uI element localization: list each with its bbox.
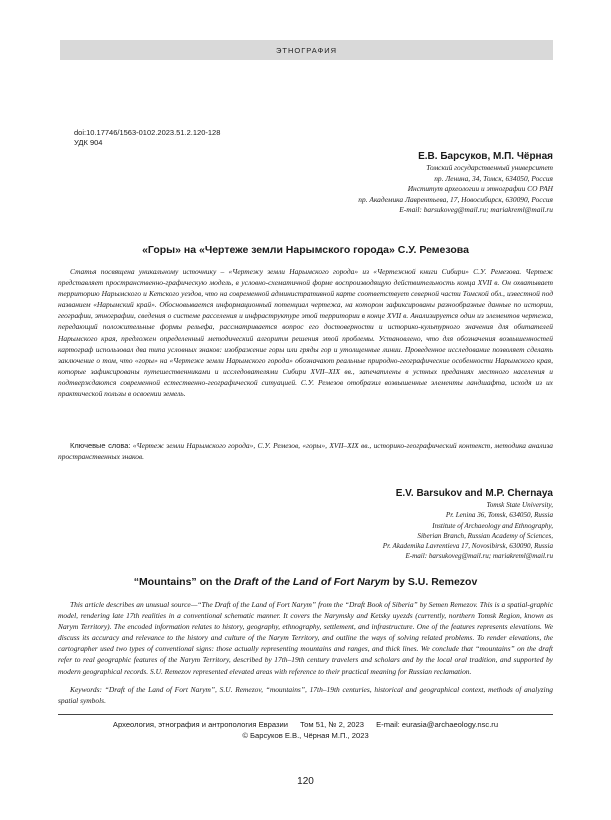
authors-block-ru	[358, 150, 553, 216]
article-title-ru: «Горы» на «Чертеже земли Нарымского города» С.У. Ремезова	[142, 244, 469, 256]
keywords-en	[58, 684, 553, 706]
authors-block-en	[383, 487, 553, 562]
affiliation-line: Pr. Lenina 36, Tomsk, 634050, Russia	[445, 511, 553, 520]
affiliation-line: пр. Ленина, 34, Томск, 634050, Россия	[434, 173, 553, 183]
journal-volume: Том 51, № 2, 2023	[300, 720, 364, 729]
affiliation-line: Tomsk State University,	[486, 501, 553, 509]
affiliation-line: пр. Академика Лаврентьева, 17, Новосибирск, 630090, Россия	[358, 194, 553, 204]
affiliation-email-en: E-mail: barsukoveg@mail.ru; mariakreml@mail.ru	[405, 552, 553, 561]
footer-divider	[58, 714, 553, 715]
journal-email: E-mail: eurasia@archaeology.nsc.ru	[376, 720, 499, 729]
abstract-en: This article describes an unusual source—“The Draft of the Land of Fort Narym” from the “Draft Book of Siberia” by Semen Remezov. This is a spatial-graphic model, rendering late 17th realities in a conventional schematic manner. It covers the Narymsky and Ketsky uyezds (currently, northern Tomsk Region, known as Narym Territory). The encoded information relates to history, geography, ethnography, settlement, and infrastructure. One of the features represents elevations. We discuss its accuracy and relevance to the history and culture of the Narym Territory, and outline the ways of solving related problems. To render elevations, the cartographer used two types of conventional signs: those actually representing mountains and ranges, and thick lines. We conclude that “mountains” on the draft refer to real geographic features of the Narym Territory, described by 17th–19th century travelers and scholars and by the local oral tradition, and supported by modern geographical records. S.U. Remezov represented elevated areas with reference to their practical meaning for Russian reclamation.	[58, 600, 553, 676]
section-title: ЭТНОГРАФИЯ	[275, 45, 338, 55]
keywords-label-ru: Ключевые слова:	[70, 441, 131, 450]
section-header	[60, 40, 553, 60]
author-names-ru: Е.В. Барсуков, М.П. Чёрная	[418, 151, 553, 162]
keywords-ru	[58, 440, 553, 462]
keywords-text-en: “Draft of the Land of Fort Narym”, S.U. Remezov, “mountains”, 17th–19th centuries, historical and geographical context, methods of analyzing spatial symbols.	[58, 685, 554, 706]
copyright: © Барсуков Е.В., Чёрная М.П., 2023	[242, 731, 369, 740]
journal-name: Археология, этнография и антропология Евразии	[112, 720, 288, 729]
keywords-text-ru: «Чертеж земли Нарымского города», С.У. Ремезов, «горы», XVII–XIX вв., историко-географический контекст, методика анализа пространственных знаков.	[58, 441, 554, 462]
abstract-ru: Статья посвящена уникальному источнику – «Чертежу земли Нарымского города» из «Чертежной книги Сибири» С.У. Ремезова. Чертеж представляет пространственно-графическую модель, в условно-схематичной форме воспроизводящую действительность конца XVII в. Он охватывает территорию Нарымского и Кетского уездов, что на современной административной карте соответствует северной части Томской обл., известной под названием «Нарымский край». Обосновывается информационный потенциал чертежа, на котором зафиксированы разнообразные данные по истории, географии, этнографии, сведения о системе расселения и инфраструктуре этой территории в конце XVII в. Анализируется один из элементов чертежа, передающий положительные формы рельефа, рассматривается вопрос его достоверности и историко-культурного значения для обитателей Нарымского края, предложен определенный методический алгоритм решения этой проблемы. Установлено, что для обозначения возвышенностей картограф использовал два типа условных знаков: изображение горы или гряды гор и утолщенные линии. Проведенное исследование позволяет сделать заключение о том, что «горы» на «Чертеже земли Нарымского города» обозначают реальные природно-географические особенности Нарымского края, которые зафиксированы путешественниками и исследователями Сибири XVII–XIX вв., запечатлены в устных преданиях местного населения и подтверждаются современной естественно-географической ситуацией. С.У. Ремезов отобразил возвышенные элементы ландшафта, исходя из их практической пользы в освоении земель.	[58, 267, 553, 399]
title-en-post: by S.U. Remezov	[389, 576, 478, 588]
article-meta	[74, 128, 220, 148]
udk: УДК 904	[74, 138, 103, 147]
affiliation-line: Институт археологии и этнографии СО РАН	[407, 184, 553, 194]
author-names-en: E.V. Barsukov and M.P. Chernaya	[395, 488, 553, 499]
page-footer	[58, 719, 553, 741]
affiliation-line: Томский государственный университет	[426, 163, 553, 172]
title-en-pre: “Mountains” on the	[133, 576, 235, 588]
doi: doi:10.17746/1563-0102.2023.51.2.120-128	[74, 128, 221, 137]
article-title-en	[58, 576, 553, 588]
affiliation-email-ru: E-mail: barsukoveg@mail.ru; mariakreml@mail.ru	[399, 205, 553, 215]
affiliation-line: Pr. Akademika Lavrentieva 17, Novosibirsk, 630090, Russia	[382, 542, 553, 551]
affiliation-line: Institute of Archaeology and Ethnography,	[432, 521, 553, 530]
page-number: 120	[297, 776, 314, 787]
affiliation-line: Siberian Branch, Russian Academy of Sciences,	[417, 531, 553, 540]
title-en-italic: Draft of the Land of Fort Narym	[234, 576, 390, 588]
keywords-label-en: Keywords:	[70, 685, 102, 694]
